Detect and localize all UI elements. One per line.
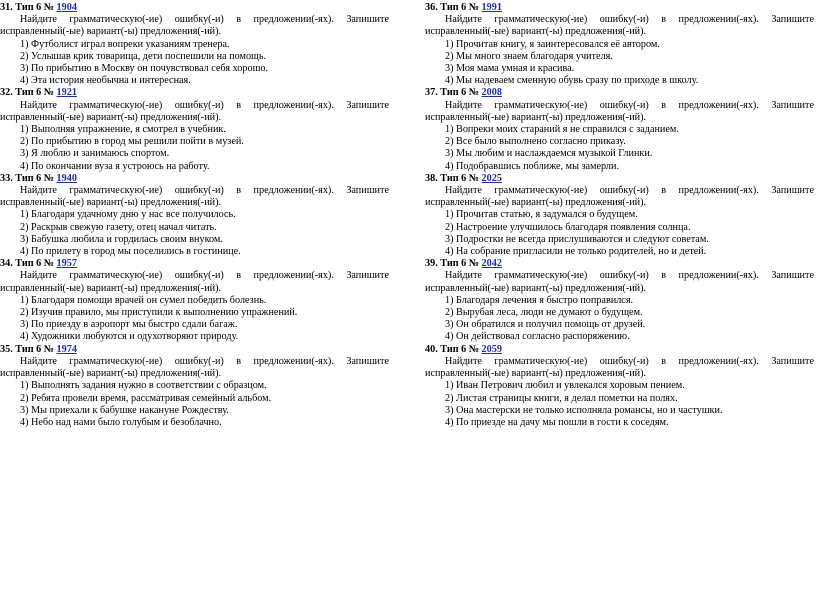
- task-type-label: Тип 6 №: [440, 258, 479, 270]
- task-option: 4) Эта история необычна и интересная.: [20, 75, 191, 87]
- task-block: [0, 344, 389, 429]
- task-header: [425, 173, 814, 185]
- task-number: 39.: [425, 258, 438, 270]
- task-option: 4) Мы надеваем сменную обувь сразу по приходе в школу.: [445, 75, 699, 87]
- task-option: 1) Благодаря помощи врачей он сумел победить болезнь.: [20, 294, 267, 306]
- task-header: [0, 258, 389, 270]
- task-block: [0, 2, 389, 87]
- task-header: [425, 87, 814, 99]
- task-instruction: Найдите грамматическую(-ие) ошибку(-и) в предложении(-ях). Запишите исправленный(-ые) вариант(-ы) предложения(-ий).: [0, 270, 389, 294]
- task-id-link[interactable]: 2025: [481, 172, 502, 184]
- task-number: 34.: [0, 258, 13, 270]
- right-column: [425, 2, 814, 429]
- task-id-link[interactable]: 2059: [481, 343, 502, 355]
- task-number: 38.: [425, 172, 438, 184]
- task-instruction: Найдите грамматическую(-ие) ошибку(-и) в предложении(-ях). Запишите исправленный(-ые) вариант(-ы) предложения(-ий).: [425, 14, 814, 38]
- task-instruction: Найдите грамматическую(-ие) ошибку(-и) в предложении(-ях). Запишите исправленный(-ые) вариант(-ы) предложения(-ий).: [0, 185, 389, 209]
- task-block: [0, 258, 389, 343]
- task-option: 2) Листая страницы книги, я делал пометки на полях.: [445, 392, 678, 404]
- task-option: 1) Иван Петрович любил и увлекался хоровым пением.: [445, 380, 685, 392]
- task-block: [0, 87, 389, 172]
- task-option: 4) Художники любуются и одухотворяют природу.: [20, 331, 239, 343]
- task-type-label: Тип 6 №: [440, 2, 479, 13]
- task-option: 2) Настроение улучшилось благодаря появления солнца.: [445, 221, 691, 233]
- task-option: 2) По прибытию в город мы решили пойти в музей.: [20, 136, 244, 148]
- task-option: 1) Вопреки моих стараний я не справился с заданием.: [445, 124, 679, 136]
- task-id-link[interactable]: 1921: [56, 87, 77, 99]
- task-option: 1) Прочитав статью, я задумался о будущем.: [445, 209, 638, 221]
- task-instruction: Найдите грамматическую(-ие) ошибку(-и) в предложении(-ях). Запишите исправленный(-ые) вариант(-ы) предложения(-ий).: [425, 185, 814, 209]
- task-option: 1) Выполняя упражнение, я смотрел в учебник.: [20, 124, 226, 136]
- task-type-label: Тип 6 №: [15, 258, 54, 270]
- task-type-label: Тип 6 №: [15, 172, 54, 184]
- task-option: 2) Услышав крик товарища, дети поспешили на помощь.: [20, 50, 267, 62]
- task-option: 4) По окончании вуза я устроюсь на работу.: [20, 160, 210, 172]
- task-option: 4) По приезде на дачу мы пошли в гости к соседям.: [445, 416, 669, 428]
- task-instruction: Найдите грамматическую(-ие) ошибку(-и) в предложении(-ях). Запишите исправленный(-ые) вариант(-ы) предложения(-ий).: [425, 355, 814, 380]
- task-number: 35.: [0, 343, 13, 355]
- task-instruction: Найдите грамматическую(-ие) ошибку(-и) в предложении(-ях). Запишите исправленный(-ые) вариант(-ы) предложения(-ий).: [0, 355, 389, 380]
- task-block: [425, 87, 814, 172]
- task-number: 31.: [0, 2, 13, 13]
- task-id-link[interactable]: 1957: [56, 258, 77, 270]
- task-option: 3) По приезду в аэропорт мы быстро сдали багаж.: [20, 319, 238, 331]
- task-option: 2) Мы много знаем благодаря учителя.: [445, 50, 613, 62]
- task-type-label: Тип 6 №: [440, 172, 479, 184]
- task-id-link[interactable]: 1991: [481, 2, 502, 13]
- task-header: [425, 344, 814, 356]
- task-option: 2) Все было выполнено согласно приказу.: [445, 136, 626, 148]
- task-block: [0, 173, 389, 258]
- task-option: 3) Подростки не всегда прислушиваются и следуют советам.: [445, 233, 709, 245]
- task-header: [0, 344, 389, 356]
- task-option: 4) Подобравшись поближе, мы замерли.: [445, 160, 620, 172]
- task-option: 4) Небо над нами было голубым и безоблачно.: [20, 416, 222, 428]
- task-instruction: Найдите грамматическую(-ие) ошибку(-и) в предложении(-ях). Запишите исправленный(-ые) вариант(-ы) предложения(-ий).: [425, 99, 814, 123]
- task-block: [425, 258, 814, 343]
- task-option: 2) Раскрыв свежую газету, отец начал читать.: [20, 221, 217, 233]
- task-instruction: Найдите грамматическую(-ие) ошибку(-и) в предложении(-ях). Запишите исправленный(-ые) вариант(-ы) предложения(-ий).: [0, 99, 389, 123]
- task-number: 40.: [425, 343, 438, 355]
- task-option: 2) Вырубая леса, люди не думают о будущем.: [445, 307, 643, 319]
- task-header: [0, 87, 389, 99]
- task-header: [0, 173, 389, 185]
- task-number: 33.: [0, 172, 13, 184]
- task-option: 3) Она мастерски не только исполняла романсы, но и частушки.: [445, 404, 723, 416]
- task-option: 1) Благодаря удачному дню у нас все получилось.: [20, 209, 236, 221]
- task-type-label: Тип 6 №: [440, 87, 479, 99]
- task-option: 3) Мы любим и наслаждаемся музыкой Глинки.: [445, 148, 653, 160]
- task-block: [425, 173, 814, 258]
- task-type-label: Тип 6 №: [15, 343, 54, 355]
- task-option: 1) Прочитав книгу, я заинтересовался её автором.: [445, 38, 660, 50]
- task-option: 4) По прилету в город мы поселились в гостинице.: [20, 246, 241, 258]
- task-type-label: Тип 6 №: [440, 343, 479, 355]
- task-id-link[interactable]: 1904: [56, 2, 77, 13]
- task-type-label: Тип 6 №: [15, 2, 54, 13]
- task-type-label: Тип 6 №: [15, 87, 54, 99]
- task-header: [0, 2, 389, 14]
- task-id-link[interactable]: 2042: [481, 258, 502, 270]
- task-instruction: Найдите грамматическую(-ие) ошибку(-и) в предложении(-ях). Запишите исправленный(-ые) вариант(-ы) предложения(-ий).: [0, 14, 389, 38]
- task-option: 1) Благодаря лечения я быстро поправился.: [445, 294, 634, 306]
- task-id-link[interactable]: 1974: [56, 343, 77, 355]
- task-option: 3) Мы приехали к бабушке накануне Рождеству.: [20, 404, 229, 416]
- task-number: 37.: [425, 87, 438, 99]
- task-option: 2) Изучив правило, мы приступили к выполнению упражнений.: [20, 307, 298, 319]
- task-number: 36.: [425, 2, 438, 13]
- task-option: 3) Я люблю и занимаюсь спортом.: [20, 148, 170, 160]
- task-option: 1) Выполнять задания нужно в соответствии с образцом.: [20, 380, 267, 392]
- task-option: 2) Ребята провели время, рассматривая семейный альбом.: [20, 392, 272, 404]
- task-id-link[interactable]: 1940: [56, 172, 77, 184]
- task-option: 3) Он обратился и получил помощь от друзей.: [445, 319, 646, 331]
- task-number: 32.: [0, 87, 13, 99]
- task-option: 1) Футболист играл вопреки указаниям тренера.: [20, 38, 230, 50]
- task-option: 3) Бабушка любила и гордилась своим внуком.: [20, 233, 223, 245]
- task-header: [425, 258, 814, 270]
- task-option: 4) На собрание пригласили не только родителей, но и детей.: [445, 246, 707, 258]
- task-block: [425, 2, 814, 87]
- task-option: 3) По прибытию в Москву он почувствовал себя хорошо.: [20, 63, 269, 75]
- task-id-link[interactable]: 2008: [481, 87, 502, 99]
- task-instruction: Найдите грамматическую(-ие) ошибку(-и) в предложении(-ях). Запишите исправленный(-ые) вариант(-ы) предложения(-ий).: [425, 270, 814, 294]
- task-block: [425, 344, 814, 429]
- task-option: 4) Он действовал согласно распоряжению.: [445, 331, 630, 343]
- task-option: 3) Моя мама умная и красива.: [445, 63, 575, 75]
- left-column: [0, 2, 389, 429]
- task-header: [425, 2, 814, 14]
